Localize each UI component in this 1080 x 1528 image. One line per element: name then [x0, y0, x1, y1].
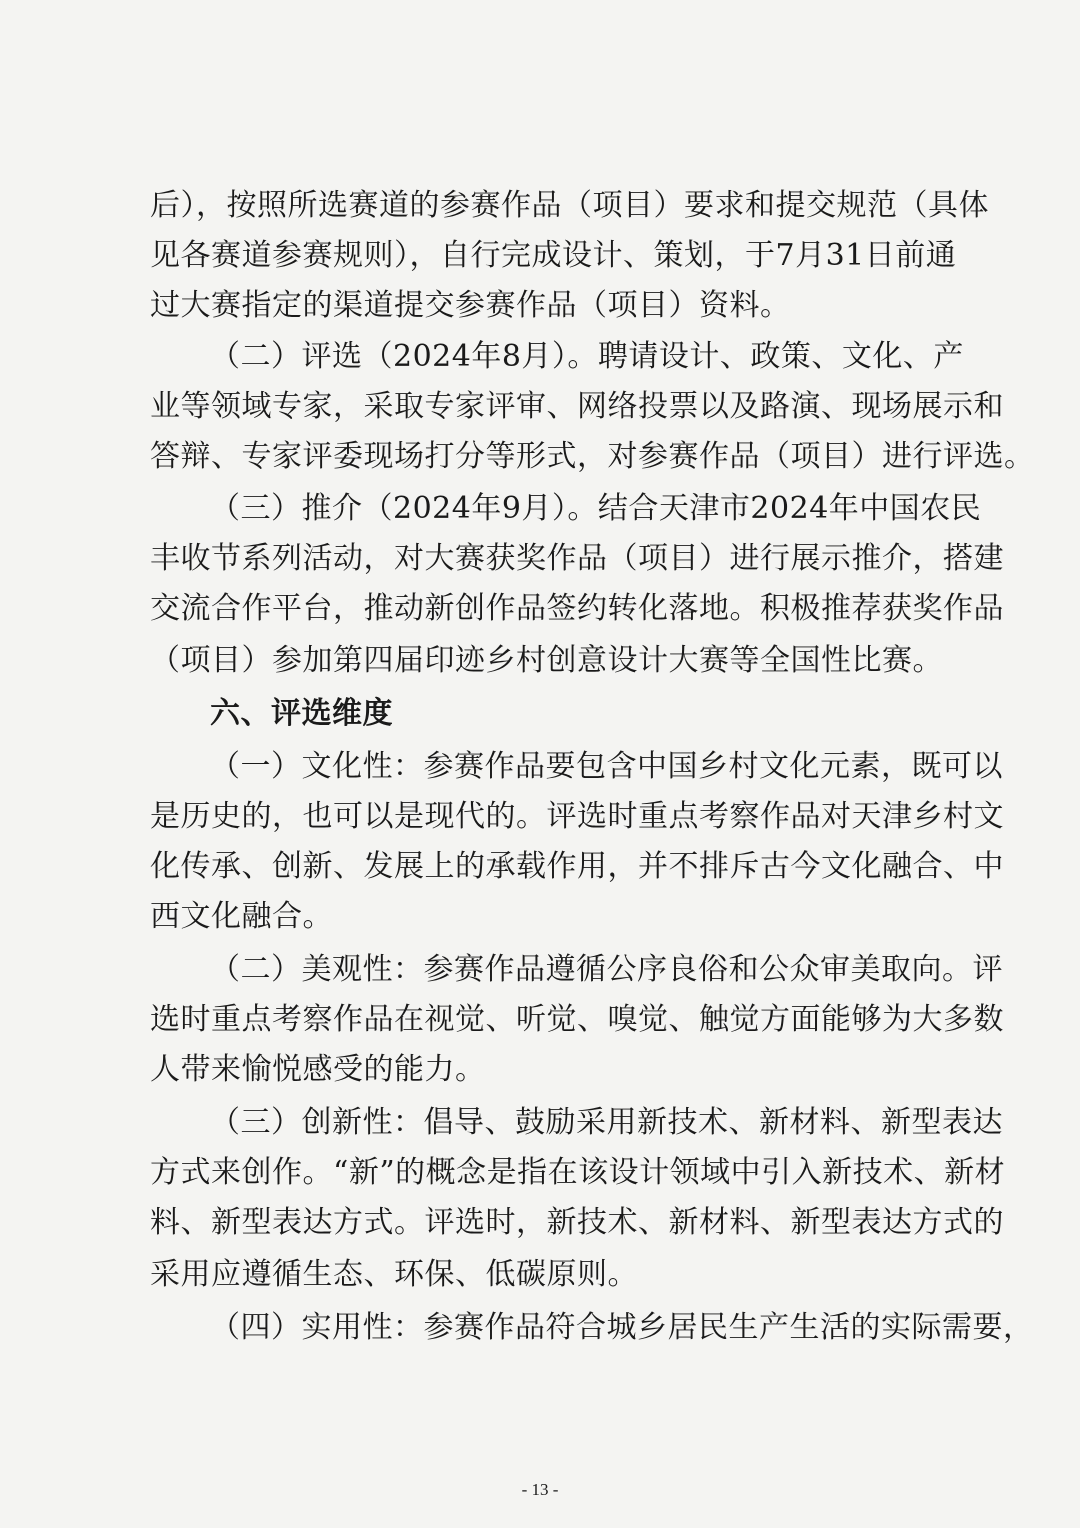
section-heading: 六、评选维度 [210, 696, 393, 731]
text-line-4: （二）评选（2024年8月）。聘请设计、政策、文化、产 [210, 339, 964, 374]
text-line-12: （一）文化性：参赛作品要包含中国乡村文化元素，既可以 [210, 749, 1003, 784]
text-line-5: 业等领域专家，采取专家评审、网络投票以及路演、现场展示和 [150, 389, 1004, 424]
page-number: - 13 - [521, 1480, 559, 1499]
text-line-20: 方式来创作。“新”的概念是指在该设计领域中引入新技术、新材 [150, 1155, 1006, 1190]
text-line-7: （三）推介（2024年9月）。结合天津市2024年中国农民 [210, 491, 982, 526]
text-line-17: 选时重点考察作品在视觉、听觉、嗅觉、触觉方面能够为大多数 [150, 1002, 1004, 1037]
text-line-2: 见各赛道参赛规则），自行完成设计、策划，于7月31日前通 [150, 238, 957, 273]
text-line-6: 答辩、专家评委现场打分等形式，对参赛作品（项目）进行评选。 [150, 439, 1035, 474]
text-line-15: 西文化融合。 [150, 899, 333, 934]
text-line-3: 过大赛指定的渠道提交参赛作品（项目）资料。 [150, 288, 791, 323]
text-line-23: （四）实用性：参赛作品符合城乡居民生产生活的实际需要， [210, 1310, 1034, 1345]
text-line-18: 人带来愉悦感受的能力。 [150, 1052, 486, 1087]
text-line-21: 料、新型表达方式。评选时，新技术、新材料、新型表达方式的 [150, 1205, 1004, 1240]
text-line-22: 采用应遵循生态、环保、低碳原则。 [150, 1257, 638, 1292]
text-line-13: 是历史的，也可以是现代的。评选时重点考察作品对天津乡村文 [150, 799, 1004, 834]
text-line-9: 交流合作平台，推动新创作品签约转化落地。积极推荐获奖作品 [150, 591, 1004, 626]
text-line-16: （二）美观性：参赛作品遵循公序良俗和公众审美取向。评 [210, 952, 1003, 987]
text-line-1: 后），按照所选赛道的参赛作品（项目）要求和提交规范（具体 [150, 188, 989, 223]
text-line-8: 丰收节系列活动，对大赛获奖作品（项目）进行展示推介，搭建 [150, 541, 1004, 576]
text-line-10: （项目）参加第四届印迹乡村创意设计大赛等全国性比赛。 [150, 643, 943, 678]
text-line-14: 化传承、创新、发展上的承载作用，并不排斥古今文化融合、中 [150, 849, 1004, 884]
text-line-19: （三）创新性：倡导、鼓励采用新技术、新材料、新型表达 [210, 1105, 1003, 1140]
